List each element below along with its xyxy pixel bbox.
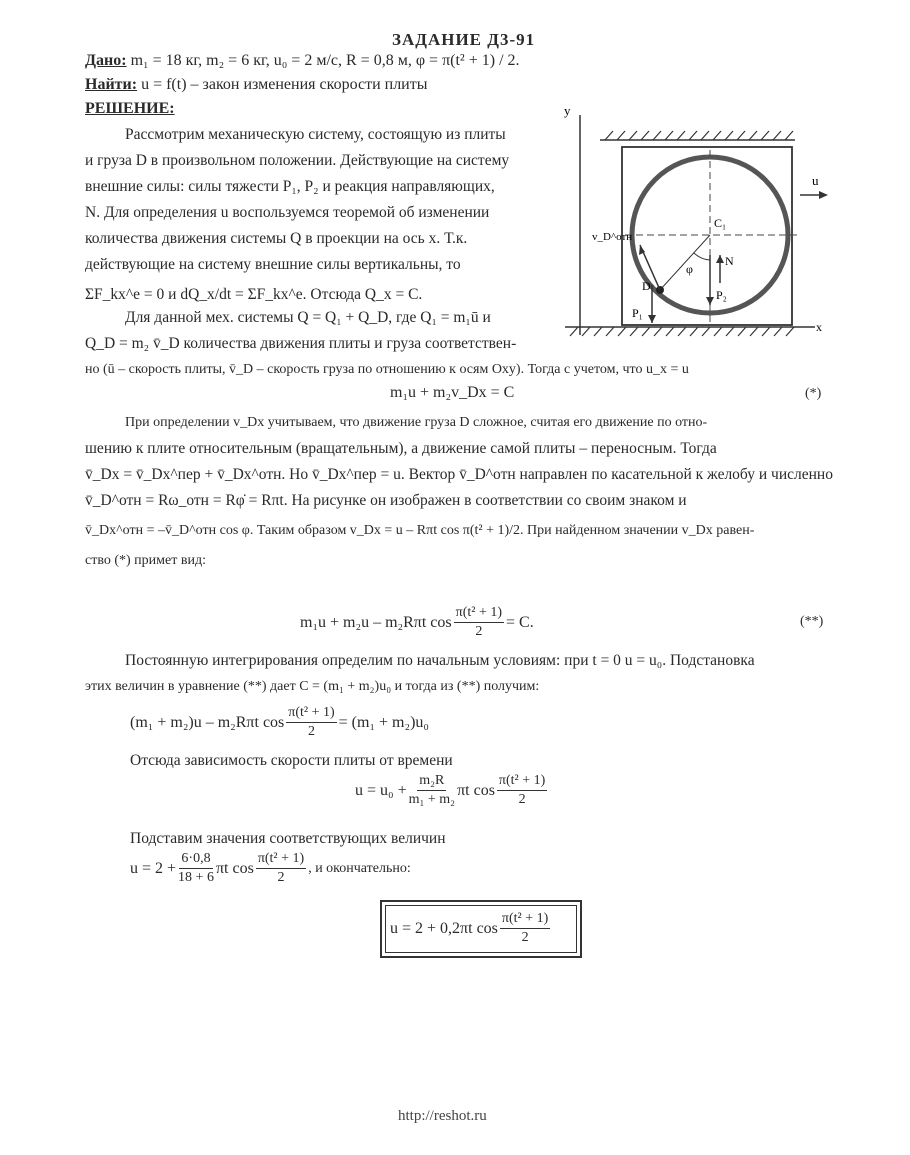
u-label: u (812, 173, 819, 188)
fraction-numerator: π(t² + 1) (497, 772, 547, 791)
given-text: m₁ = 18 кг, m₂ = 6 кг, u₀ = 2 м/с, R = 0,8 м, φ = π(t² + 1) / 2. (130, 52, 520, 69)
fraction-numerator: π(t² + 1) (454, 604, 504, 623)
text-line: N. Для определения u воспользуемся теоремой об изменении (85, 204, 490, 221)
text-line: Постоянную интегрирования определим по начальным условиям: при t = 0 u = u₀. Подстановка (125, 652, 755, 669)
equation-5 (130, 850, 411, 887)
top-hatching (605, 131, 793, 140)
text-line: v̄_D^отн = Rω_отн = Rφ̇ = Rπt. На рисунке он изображен в соответствии со своим знаком и (85, 492, 687, 509)
fraction-numerator: π(t² + 1) (256, 850, 306, 869)
arrow-head (648, 315, 656, 323)
paragraph-4 (85, 648, 835, 700)
fraction-denominator: 2 (307, 724, 315, 739)
equation-4-mid: πt cos (457, 781, 495, 799)
mechanism-figure (560, 95, 830, 355)
equation-4-fraction-1 (409, 772, 455, 809)
bottom-hatching (570, 327, 794, 336)
equation-1: m₁u + m₂v_Dx = C (390, 384, 515, 401)
given-label: Дано: (85, 52, 127, 69)
point-d-label: D (642, 279, 651, 293)
paragraph-6: Подставим значения соответствующих величин (130, 830, 446, 847)
equation-4-lhs: u = u₀ + (355, 781, 407, 799)
equation-1-tag: (*) (805, 386, 822, 401)
text-line: действующие на систему внешние силы вертикальны, то (85, 256, 461, 273)
equation-2 (300, 604, 534, 641)
p2-label: P₂ (716, 288, 727, 302)
equation-2-lhs: m₁u + m₂u – m₂Rπt cos (300, 613, 452, 631)
equation-3-rhs: = (m₁ + m₂)u₀ (338, 713, 429, 731)
text-line: v̄_Dx^отн = –v̄_D^отн cos φ. Таким образом v_Dx = u – Rπt cos π(t² + 1)/2. При найденном значении v_Dx равен- (85, 523, 755, 538)
text-line: v̄_Dx = v̄_Dx^пер + v̄_Dx^отн. Но v̄_Dx^пер = u. Вектор v̄_D^отн направлен по касательной к желобу и численно (85, 466, 833, 483)
paragraph-3 (85, 410, 835, 574)
angle-arc (694, 253, 710, 260)
text-line: но (ū – скорость плиты, v̄_D – скорость груза по отношению к осям Oxy). Тогда с учетом, что u_x = u (85, 362, 689, 377)
equation-5-lhs: u = 2 + (130, 859, 177, 877)
answer-fraction (500, 910, 550, 947)
equation-2-rhs: = C. (506, 613, 534, 631)
equation-4 (355, 772, 549, 809)
text-line: При определении v_Dx учитываем, что движение груза D сложное, считая его движение по отно- (125, 415, 708, 430)
equation-2-fraction (454, 604, 504, 641)
fraction-denominator: m₁ + m₂ (408, 792, 456, 807)
equation-4-fraction-2 (497, 772, 547, 809)
given-line (85, 52, 520, 70)
fraction-numerator: π(t² + 1) (500, 910, 550, 929)
text-line: внешние силы: силы тяжести P₁, P₂ и реакция направляющих, (85, 178, 495, 195)
solution-label: РЕШЕНИЕ: (85, 100, 175, 117)
text-line: ство (*) примет вид: (85, 553, 206, 568)
equation-3-fraction (286, 704, 336, 741)
text-line: ΣF_kx^e = 0 и dQ_x/dt = ΣF_kx^e. Отсюда Q_x = C. (85, 286, 423, 303)
text-line: Q_D = m₂ v̄_D количества движения плиты и груза соответствен- (85, 335, 517, 352)
paragraph-5: Отсюда зависимость скорости плиты от времени (130, 752, 453, 769)
find-label: Найти: (85, 76, 138, 93)
text-line: шению к плите относительным (вращательным), а движение самой плиты – переносным. Тогда (85, 440, 717, 457)
equation-5-tail: , и окончательно: (308, 860, 411, 876)
text-line: Для данной мех. системы Q = Q₁ + Q_D, где Q₁ = m₁ū и (125, 309, 491, 326)
text-line: Рассмотрим механическую систему, состоящую из плиты (125, 126, 506, 143)
equation-3-lhs: (m₁ + m₂)u – m₂Rπt cos (130, 713, 285, 731)
answer-formula (390, 910, 552, 947)
text-line: этих величин в уравнение (**) дает C = (m₁ + m₂)u₀ и тогда из (**) получим: (85, 679, 540, 694)
fraction-numerator: π(t² + 1) (286, 704, 336, 723)
fraction-numerator: 6·0,8 (179, 850, 212, 869)
text-line: и груза D в произвольном положении. Действующие на систему (85, 152, 510, 169)
arrow-head (716, 255, 724, 263)
equation-2-tag: (**) (800, 614, 824, 629)
p1-label: P₁ (632, 306, 643, 320)
center-label: C₁ (714, 216, 727, 230)
relative-velocity-label: v_D^отн (592, 231, 633, 243)
footer-url: http://reshot.ru (398, 1108, 487, 1124)
answer-lhs: u = 2 + 0,2πt cos (390, 919, 498, 937)
fraction-denominator: 2 (521, 930, 529, 945)
text-line: количества движения системы Q в проекции на ось x. Т.к. (85, 230, 468, 247)
n-label: N (725, 254, 734, 268)
equation-5-fraction-2 (256, 850, 306, 887)
arrow-head (706, 297, 714, 305)
radius-line (660, 235, 710, 290)
fraction-denominator: 2 (475, 624, 483, 639)
phi-label: φ (686, 262, 693, 276)
equation-3 (130, 704, 429, 741)
equation-5-fraction-1 (178, 850, 214, 887)
fraction-denominator: 2 (277, 870, 285, 885)
page-title: ЗАДАНИЕ Д3-91 (392, 30, 536, 49)
equation-5-mid: πt cos (215, 859, 254, 877)
find-line (85, 76, 427, 94)
fraction-denominator: 18 + 6 (178, 870, 214, 885)
fraction-denominator: 2 (518, 792, 526, 807)
y-axis-label: y (564, 103, 571, 118)
arrow-head (819, 191, 828, 199)
fraction-numerator: m₂R (417, 772, 446, 791)
x-axis-label: x (816, 320, 822, 334)
find-text: u = f(t) – закон изменения скорости плиты (141, 76, 428, 93)
paragraph-1 (85, 122, 555, 312)
answer-box (380, 900, 582, 958)
